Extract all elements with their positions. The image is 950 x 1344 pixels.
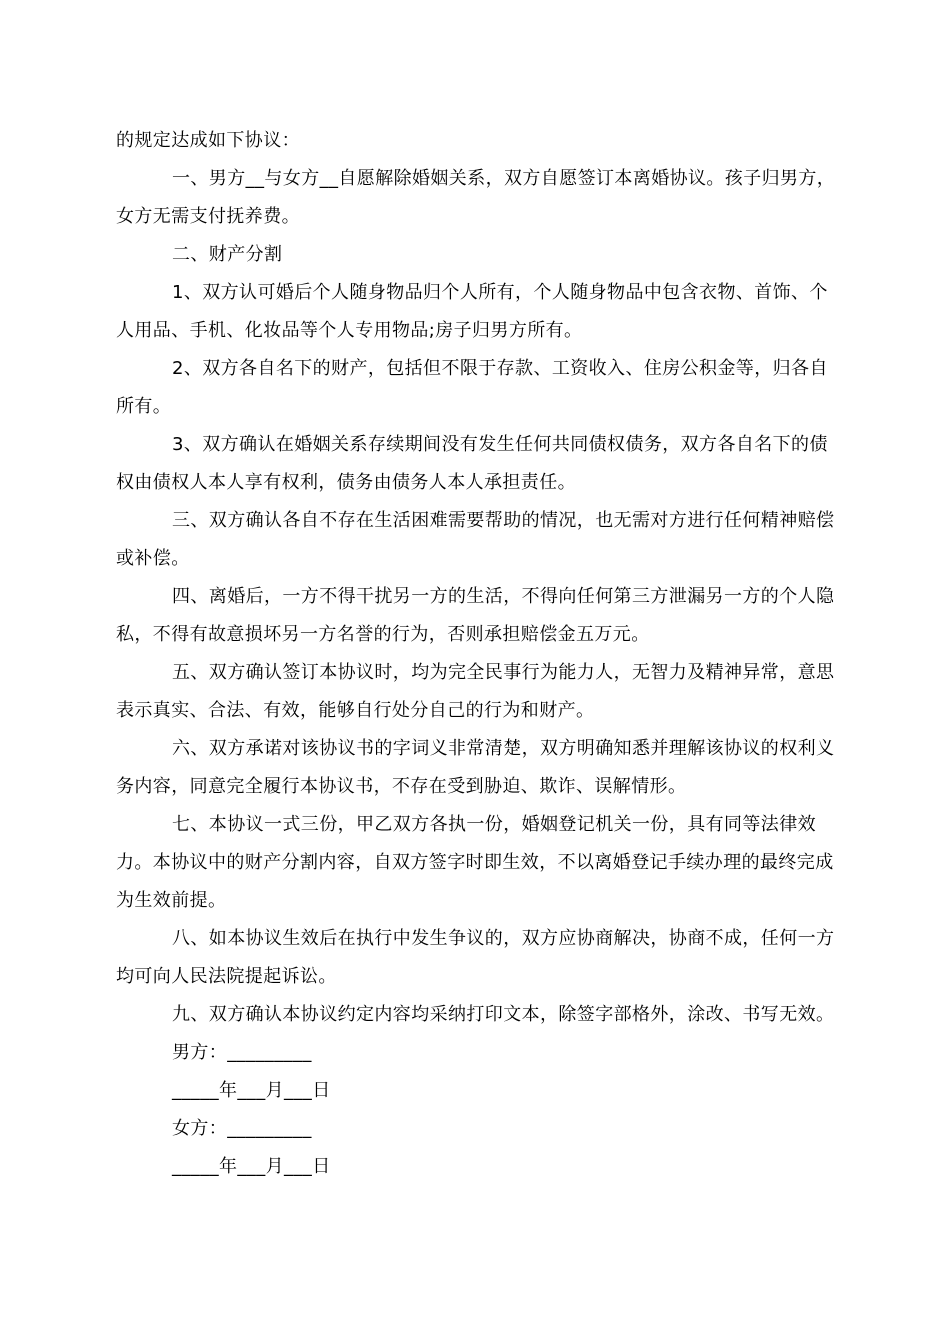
paragraph-article-2-item-3: 3、双方确认在婚姻关系存续期间没有发生任何共同债权债务，双方各自名下的债权由债权人本人享有权利，债务由债务人本人承担责任。 <box>116 434 828 493</box>
male-signature-line: 男方：_________ <box>172 1042 312 1063</box>
female-signature-line: 女方：_________ <box>172 1118 312 1139</box>
paragraph-article-1: 一、男方__与女方__自愿解除婚姻关系，双方自愿签订本离婚协议。孩子归男方，女方无需支付抚养费。 <box>116 168 836 227</box>
paragraph-article-6: 六、双方承诺对该协议书的字词义非常清楚，双方明确知悉并理解该协议的权利义务内容，同意完全履行本协议书，不存在受到胁迫、欺诈、误解情形。 <box>116 738 835 797</box>
paragraph-intro: 的规定达成如下协议： <box>116 130 300 151</box>
paragraph-article-5: 五、双方确认签订本协议时，均为完全民事行为能力人，无智力及精神异常，意思表示真实、合法、有效，能够自行处分自己的行为和财产。 <box>116 662 835 721</box>
paragraph-article-3: 三、双方确认各自不存在生活困难需要帮助的情况，也无需对方进行任何精神赔偿或补偿。 <box>116 510 835 569</box>
paragraph-article-8: 八、如本协议生效后在执行中发生争议的，双方应协商解决，协商不成，任何一方均可向人民法院提起诉讼。 <box>116 928 835 987</box>
paragraph-article-2-item-2: 2、双方各自名下的财产，包括但不限于存款、工资收入、住房公积金等，归各自所有。 <box>116 358 828 417</box>
female-signature-date: _____年___月___日 <box>172 1156 331 1177</box>
paragraph-article-9: 九、双方确认本协议约定内容均采纳打印文本，除签字部格外，涂改、书写无效。 <box>172 1004 835 1025</box>
document-body <box>116 122 840 1186</box>
male-signature-date: _____年___月___日 <box>172 1080 331 1101</box>
paragraph-article-7: 七、本协议一式三份，甲乙双方各执一份，婚姻登记机关一份，具有同等法律效力。本协议中的财产分割内容，自双方签字时即生效，不以离婚登记手续办理的最终完成为生效前提。 <box>116 814 834 911</box>
paragraph-article-2-heading: 二、财产分割 <box>172 244 283 265</box>
paragraph-article-4: 四、离婚后，一方不得干扰另一方的生活，不得向任何第三方泄漏另一方的个人隐私，不得有故意损坏另一方名誉的行为，否则承担赔偿金五万元。 <box>116 586 835 645</box>
signature-block <box>116 1034 840 1186</box>
paragraph-article-2-item-1: 1、双方认可婚后个人随身物品归个人所有，个人随身物品中包含衣物、首饰、个人用品、手机、化妆品等个人专用物品;房子归男方所有。 <box>116 282 828 341</box>
